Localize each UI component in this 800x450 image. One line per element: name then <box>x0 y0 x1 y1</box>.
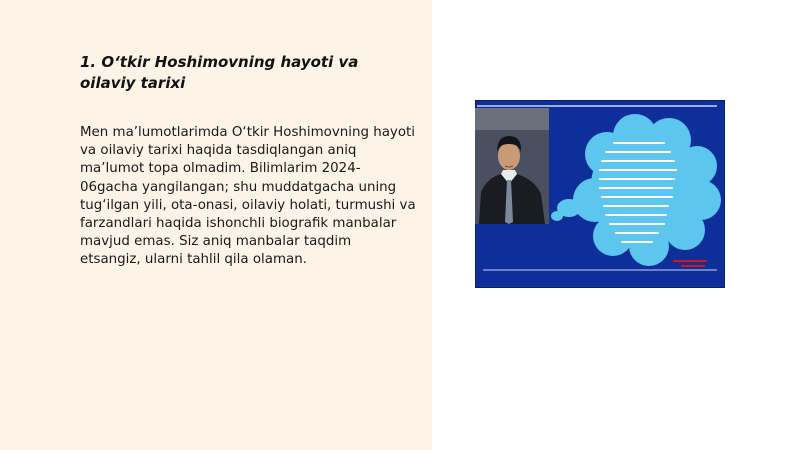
section-heading: 1. O‘tkir Hoshimovning hayoti va oilaviy tarixi <box>80 53 359 92</box>
slide-image <box>475 100 725 288</box>
portrait-photo <box>475 108 549 224</box>
section-body: Men ma’lumotlarimda O‘tkir Hoshimovning hayoti va oilaviy tarixi haqida tasdiqlangan aniq ma’lumot topa olmadim. Bilimlarim 2024-06gacha yangilangan; shu muddatgacha uning tug‘ilgan yili, ota-onasi, oilaviy holati, turmushi va farzandlari haqida ishonchli biografik manbalar mavjud emas. Siz aniq manbalar taqdim etsangiz, ularni tahlil qila olaman. <box>80 125 416 268</box>
